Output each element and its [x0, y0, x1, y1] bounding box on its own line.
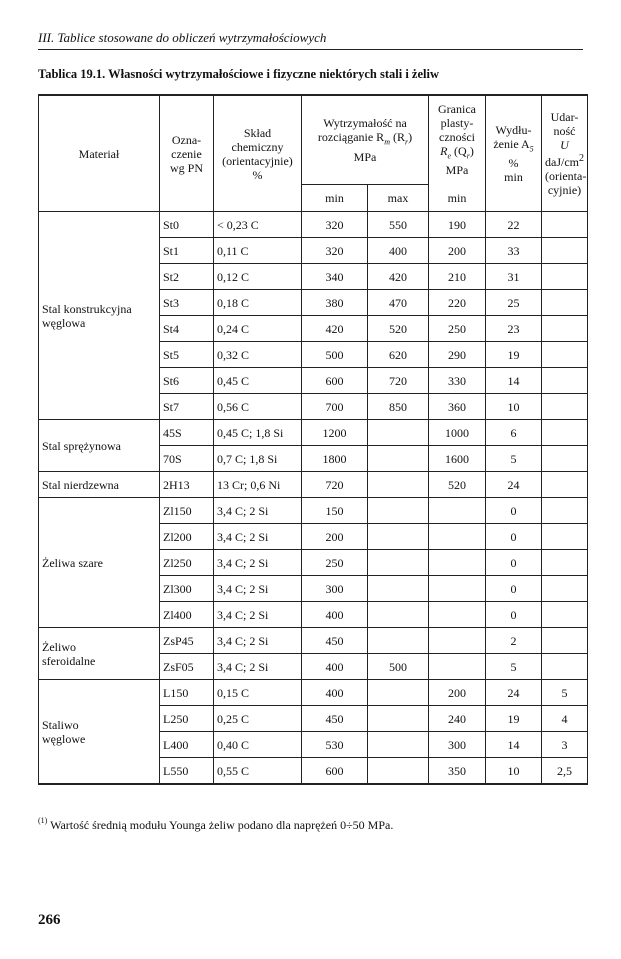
elongation-cell: 25 [486, 290, 542, 316]
elongation-cell: 2 [486, 628, 542, 654]
impact-cell [542, 472, 588, 498]
yield-cell [429, 654, 486, 680]
col-strength-max: max [368, 185, 429, 212]
composition-cell: 0,7 C; 1,8 Si [214, 446, 302, 472]
elongation-cell: 24 [486, 472, 542, 498]
designation-cell: L150 [160, 680, 214, 706]
composition-cell: 0,15 C [214, 680, 302, 706]
material-cell: Stal nierdzewna [39, 472, 160, 498]
yield-cell: 200 [429, 238, 486, 264]
designation-cell: St2 [160, 264, 214, 290]
impact-cell [542, 212, 588, 238]
composition-cell: 3,4 C; 2 Si [214, 524, 302, 550]
rm-max-cell [368, 602, 429, 628]
composition-cell: 0,24 C [214, 316, 302, 342]
running-header: III. Tablice stosowane do obliczeń wytrzymałościowych [38, 30, 327, 45]
col-impact: Udar- ność U daJ/$cm^2$ (orienta- cyjnie) [542, 95, 588, 212]
composition-cell: 0,56 C [214, 394, 302, 420]
elongation-cell: 14 [486, 732, 542, 758]
elongation-cell: 24 [486, 680, 542, 706]
rm-max-cell [368, 706, 429, 732]
composition-cell: 3,4 C; 2 Si [214, 498, 302, 524]
elongation-cell: 22 [486, 212, 542, 238]
table-body [39, 212, 588, 785]
yield-cell [429, 550, 486, 576]
composition-cell: 0,25 C [214, 706, 302, 732]
yield-cell [429, 602, 486, 628]
material-cell: Staliwo węglowe [39, 680, 160, 785]
rm-max-cell [368, 680, 429, 706]
composition-cell: 0,18 C [214, 290, 302, 316]
yield-cell: 220 [429, 290, 486, 316]
rm-max-cell: 520 [368, 316, 429, 342]
elongation-cell: 6 [486, 420, 542, 446]
rm-min-cell: 1800 [302, 446, 368, 472]
impact-cell [542, 368, 588, 394]
col-strength: Wytrzymałość na rozciąganie $R_m$ $(R_r)$ MPa [302, 95, 429, 185]
designation-cell: St7 [160, 394, 214, 420]
yield-cell [429, 524, 486, 550]
footnote: $^{(1)}$ Wartość średnią modułu Younga żeliw podano dla naprężeń 0÷50 MPa. [38, 816, 394, 832]
rm-min-cell: 450 [302, 628, 368, 654]
rm-max-cell: 420 [368, 264, 429, 290]
impact-cell: 3 [542, 732, 588, 758]
designation-cell: ZsF05 [160, 654, 214, 680]
elongation-cell: 0 [486, 550, 542, 576]
designation-cell: St5 [160, 342, 214, 368]
rm-min-cell: 1200 [302, 420, 368, 446]
elongation-cell: 0 [486, 576, 542, 602]
table-row [39, 498, 588, 524]
elongation-cell: 10 [486, 758, 542, 785]
yield-cell [429, 498, 486, 524]
composition-cell: 13 Cr; 0,6 Ni [214, 472, 302, 498]
material-cell: Stal sprężynowa [39, 420, 160, 472]
impact-cell [542, 342, 588, 368]
designation-cell: 45S [160, 420, 214, 446]
elongation-cell: 23 [486, 316, 542, 342]
rm-min-cell: 200 [302, 524, 368, 550]
impact-cell [542, 394, 588, 420]
elongation-cell: 33 [486, 238, 542, 264]
impact-cell: 2,5 [542, 758, 588, 785]
table-row [39, 680, 588, 706]
rm-min-cell: 700 [302, 394, 368, 420]
rm-max-cell [368, 446, 429, 472]
composition-cell: 3,4 C; 2 Si [214, 654, 302, 680]
impact-cell [542, 628, 588, 654]
designation-cell: Zl400 [160, 602, 214, 628]
designation-cell: 2H13 [160, 472, 214, 498]
yield-cell: 1000 [429, 420, 486, 446]
impact-cell [542, 524, 588, 550]
yield-cell: 300 [429, 732, 486, 758]
yield-cell: 360 [429, 394, 486, 420]
impact-cell: 5 [542, 680, 588, 706]
rm-max-cell: 720 [368, 368, 429, 394]
impact-cell [542, 654, 588, 680]
rm-min-cell: 300 [302, 576, 368, 602]
impact-cell: 4 [542, 706, 588, 732]
yield-cell: 1600 [429, 446, 486, 472]
yield-cell: 350 [429, 758, 486, 785]
rm-max-cell [368, 524, 429, 550]
material-cell: Żeliwa szare [39, 498, 160, 628]
rm-min-cell: 500 [302, 342, 368, 368]
table-row [39, 472, 588, 498]
elongation-cell: 31 [486, 264, 542, 290]
yield-cell: 520 [429, 472, 486, 498]
rm-max-cell: 500 [368, 654, 429, 680]
impact-cell [542, 290, 588, 316]
col-yield: Granica plasty- czności $R_e$ $(Q_r)$ MPa min [429, 95, 486, 212]
elongation-cell: 14 [486, 368, 542, 394]
elongation-cell: 5 [486, 654, 542, 680]
yield-cell: 290 [429, 342, 486, 368]
rm-max-cell: 400 [368, 238, 429, 264]
rm-min-cell: 150 [302, 498, 368, 524]
elongation-cell: 0 [486, 602, 542, 628]
col-strength-min: min [302, 185, 368, 212]
impact-cell [542, 238, 588, 264]
composition-cell: 0,45 C; 1,8 Si [214, 420, 302, 446]
designation-cell: L550 [160, 758, 214, 785]
page-number: 266 [38, 912, 61, 928]
rm-max-cell: 620 [368, 342, 429, 368]
impact-cell [542, 602, 588, 628]
col-composition: Skład chemiczny (orientacyjnie) % [214, 95, 302, 212]
yield-cell: 210 [429, 264, 486, 290]
rm-min-cell: 530 [302, 732, 368, 758]
yield-cell: 190 [429, 212, 486, 238]
impact-cell [542, 498, 588, 524]
rm-min-cell: 600 [302, 368, 368, 394]
composition-cell: 3,4 C; 2 Si [214, 576, 302, 602]
composition-cell: 3,4 C; 2 Si [214, 602, 302, 628]
rm-max-cell [368, 420, 429, 446]
yield-cell: 200 [429, 680, 486, 706]
rm-max-cell [368, 576, 429, 602]
designation-cell: Zl300 [160, 576, 214, 602]
designation-cell: St6 [160, 368, 214, 394]
header-rule [38, 49, 583, 50]
designation-cell: Zl150 [160, 498, 214, 524]
rm-min-cell: 320 [302, 212, 368, 238]
table-caption: Tablica 19.1. Własności wytrzymałościowe i fizyczne niektórych stali i żeliw [38, 67, 439, 81]
rm-min-cell: 320 [302, 238, 368, 264]
rm-min-cell: 250 [302, 550, 368, 576]
composition-cell: 3,4 C; 2 Si [214, 550, 302, 576]
designation-cell: St3 [160, 290, 214, 316]
table-row [39, 212, 588, 238]
rm-min-cell: 420 [302, 316, 368, 342]
designation-cell: Zl200 [160, 524, 214, 550]
rm-min-cell: 400 [302, 654, 368, 680]
rm-min-cell: 450 [302, 706, 368, 732]
rm-min-cell: 600 [302, 758, 368, 785]
impact-cell [542, 446, 588, 472]
composition-cell: 0,11 C [214, 238, 302, 264]
rm-max-cell [368, 550, 429, 576]
rm-max-cell [368, 472, 429, 498]
designation-cell: 70S [160, 446, 214, 472]
designation-cell: St1 [160, 238, 214, 264]
designation-cell: Zl250 [160, 550, 214, 576]
col-elongation: Wydłu- żenie $A_5$ % min [486, 95, 542, 212]
elongation-cell: 10 [486, 394, 542, 420]
designation-cell: ZsP45 [160, 628, 214, 654]
impact-cell [542, 316, 588, 342]
designation-cell: L400 [160, 732, 214, 758]
yield-cell: 330 [429, 368, 486, 394]
rm-max-cell [368, 498, 429, 524]
yield-cell [429, 576, 486, 602]
yield-cell [429, 628, 486, 654]
rm-min-cell: 380 [302, 290, 368, 316]
designation-cell: St0 [160, 212, 214, 238]
impact-cell [542, 576, 588, 602]
rm-max-cell [368, 628, 429, 654]
rm-min-cell: 340 [302, 264, 368, 290]
rm-max-cell [368, 732, 429, 758]
yield-cell: 250 [429, 316, 486, 342]
rm-max-cell [368, 758, 429, 785]
col-designation: Ozna- czenie wg PN [160, 95, 214, 212]
properties-table [38, 94, 588, 785]
elongation-cell: 19 [486, 342, 542, 368]
impact-cell [542, 264, 588, 290]
elongation-cell: 19 [486, 706, 542, 732]
designation-cell: L250 [160, 706, 214, 732]
elongation-cell: 5 [486, 446, 542, 472]
rm-max-cell: 550 [368, 212, 429, 238]
impact-cell [542, 420, 588, 446]
composition-cell: 3,4 C; 2 Si [214, 628, 302, 654]
elongation-cell: 0 [486, 498, 542, 524]
yield-cell: 240 [429, 706, 486, 732]
rm-min-cell: 720 [302, 472, 368, 498]
composition-cell: 0,45 C [214, 368, 302, 394]
material-cell: Żeliwo sferoidalne [39, 628, 160, 680]
composition-cell: 0,55 C [214, 758, 302, 785]
elongation-cell: 0 [486, 524, 542, 550]
impact-cell [542, 550, 588, 576]
composition-cell: 0,32 C [214, 342, 302, 368]
rm-min-cell: 400 [302, 680, 368, 706]
rm-max-cell: 850 [368, 394, 429, 420]
designation-cell: St4 [160, 316, 214, 342]
table-row [39, 420, 588, 446]
col-material: Materiał [39, 95, 160, 212]
table-row [39, 628, 588, 654]
composition-cell: 0,12 C [214, 264, 302, 290]
composition-cell: < 0,23 C [214, 212, 302, 238]
rm-min-cell: 400 [302, 602, 368, 628]
composition-cell: 0,40 C [214, 732, 302, 758]
material-cell: Stal konstrukcyjna węglowa [39, 212, 160, 420]
rm-max-cell: 470 [368, 290, 429, 316]
